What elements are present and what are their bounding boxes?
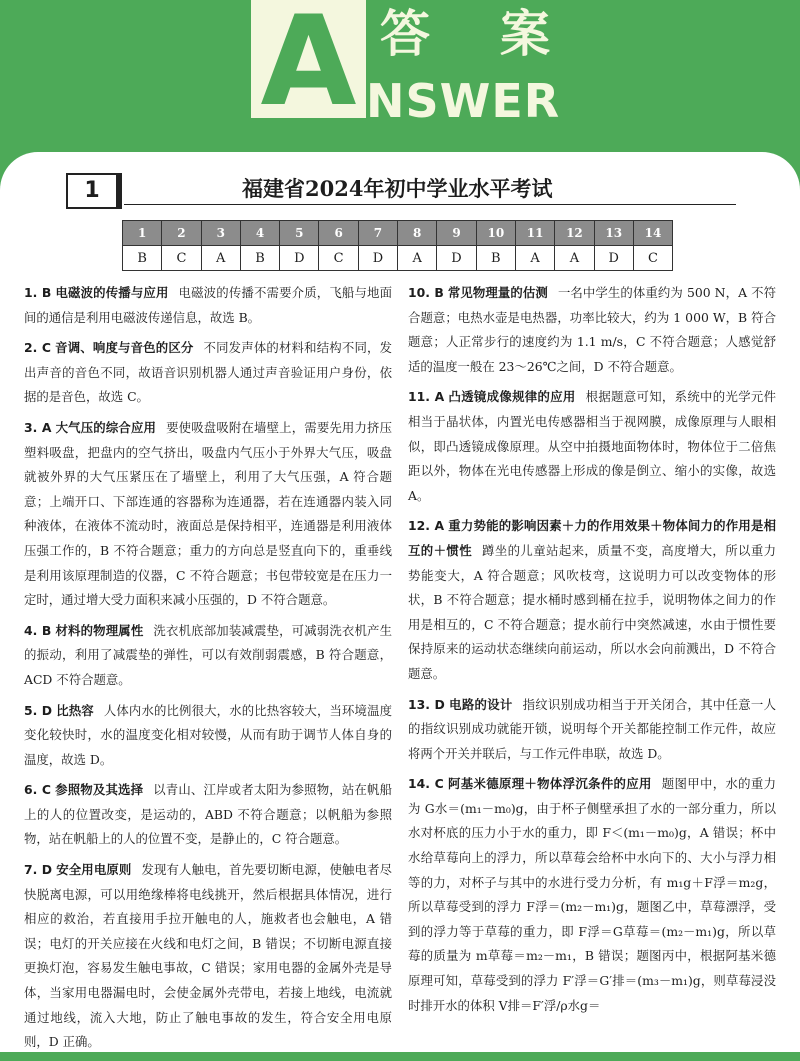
solution-topic: 凸透镜成像规律的应用 bbox=[448, 389, 576, 405]
answer-table-number-cell: 8 bbox=[398, 221, 437, 246]
solution-topic: 电路的设计 bbox=[448, 696, 513, 712]
answer-table-answer-cell: C bbox=[162, 246, 201, 271]
solution-item bbox=[24, 699, 392, 773]
answer-logo-box bbox=[251, 0, 366, 134]
solution-topic: 常见物理量的估测 bbox=[447, 285, 548, 300]
answer-table-answer-cell: D bbox=[437, 246, 476, 271]
answer-table-answer-cell: A bbox=[555, 246, 594, 271]
paper-title: 福建省2024年初中学业水平考试 bbox=[242, 176, 553, 201]
solution-explanation: 不同发声体的材料和结构不同，发出声音的音色不同，故语音识别机器人通过声音验证用户身份，依据的是音色，故选 C。 bbox=[24, 340, 393, 405]
solution-topic: 材料的物理属性 bbox=[55, 622, 144, 638]
answer-key-table bbox=[122, 220, 673, 271]
answer-table-answer-cell: B bbox=[240, 246, 279, 271]
answer-table-answer-cell: D bbox=[594, 246, 633, 271]
solution-topic: 大气压的综合应用 bbox=[55, 419, 157, 435]
solution-answer-number: 7. D bbox=[24, 862, 53, 878]
logo-english-title: NSWER bbox=[366, 74, 561, 128]
solution-answer-number: 14. C bbox=[408, 776, 444, 792]
answer-table-answer-cell: A bbox=[398, 246, 437, 271]
solution-item bbox=[24, 336, 392, 410]
solution-topic: 安全用电原则 bbox=[56, 862, 132, 878]
answer-table-number-cell: 5 bbox=[280, 221, 319, 246]
solution-topic: 比热容 bbox=[56, 702, 94, 718]
solution-item bbox=[24, 619, 392, 693]
solution-item bbox=[408, 281, 776, 379]
solutions-left-column bbox=[24, 281, 392, 1061]
solution-explanation: 洗衣机底部加装减震垫，可减弱洗衣机产生的振动，利用了减震垫的弹性，可以有效削弱震感，B 符合题意，ACD 不符合题意。 bbox=[24, 622, 393, 687]
solution-topic: 电磁波的传播与应用 bbox=[55, 285, 169, 300]
solution-answer-number: 2. C bbox=[24, 340, 51, 356]
solution-item bbox=[408, 693, 776, 767]
solution-item bbox=[408, 514, 776, 686]
answer-table-number-cell: 7 bbox=[358, 221, 397, 246]
answer-table-number-cell: 1 bbox=[123, 221, 162, 246]
logo-chinese-title: 答案 bbox=[380, 5, 620, 63]
solution-answer-number: 12. A bbox=[408, 518, 445, 534]
answer-table-answer-cell: B bbox=[123, 246, 162, 271]
solution-item bbox=[24, 281, 392, 330]
solution-explanation: 要使吸盘吸附在墙壁上，需要先用力挤压塑料吸盘，把盘内的空气挤出，吸盘内气压小于外界大气压，吸盘就被外界的大气压紧压在了墙壁上，利用了大气压强，A 符合题意；上端开口、下部连通的容器称为连通器，若在连通器内装入同种液体，在液体不流动时，液面总是保持相平，连通器是利用液体压强工作的，B 不符合题意；重力的方向总是竖直向下的，重垂线是利用该原理制造的仪器，C 不符合题意；书包带较宽是在压力一定时，通过增大受力面积来减小压强的，D 不符合题意。 bbox=[24, 419, 393, 608]
solution-item bbox=[408, 385, 776, 508]
answer-table-number-cell: 12 bbox=[555, 221, 594, 246]
solution-topic: 音调、响度与音色的区分 bbox=[54, 340, 194, 356]
solution-explanation: 电磁波的传播不需要介质，飞船与地面间的通信是利用电磁波传递信息，故选 B。 bbox=[24, 285, 393, 325]
solution-item bbox=[24, 416, 392, 613]
answer-table-answer-cell: A bbox=[515, 246, 554, 271]
solution-answer-number: 3. A bbox=[24, 419, 52, 435]
paper-number: 1 bbox=[66, 173, 118, 209]
solution-explanation: 根据题意可知，系统中的光学元件相当于晶状体，内置光电传感器相当于视网膜，成像原理与人眼相似，即凸透镜成像原理。从空中拍摄地面物体时，物体位于二倍焦距以外，物体在光电传感器上形成的像是倒立、缩小的实像，故选 A。 bbox=[408, 389, 777, 503]
solution-explanation: 一名中学生的体重约为 500 N，A 不符合题意；电热水壶是电热器，功率比较大，约为 1 000 W，B 符合题意；人正常步行的速度约为 1.1 m/s，C 不符合题意；人感觉舒适的温度一般在 23～26℃之间，D 不符合题意。 bbox=[408, 285, 777, 374]
solution-item bbox=[24, 778, 392, 852]
answer-table-answer-cell: C bbox=[633, 246, 672, 271]
answer-table-answer-cell: C bbox=[319, 246, 358, 271]
answer-table-answer-cell: D bbox=[358, 246, 397, 271]
solution-explanation: 以青山、江岸或者太阳为参照物，站在帆船上的人的位置改变，是运动的，ABD 不符合题意；以帆船为参照物，站在帆船上的人的位置不变，是静止的，C 符合题意。 bbox=[24, 782, 393, 847]
solution-answer-number: 13. D bbox=[408, 696, 445, 712]
answer-table-number-cell: 14 bbox=[633, 221, 672, 246]
answer-table-answer-cell: B bbox=[476, 246, 515, 271]
answer-table-number-cell: 4 bbox=[240, 221, 279, 246]
answer-table-header-row bbox=[123, 221, 673, 246]
solution-item bbox=[24, 858, 392, 1055]
answer-table-answer-row bbox=[123, 246, 673, 271]
solution-answer-number: 6. C bbox=[24, 782, 51, 798]
solution-explanation: 发现有人触电，首先要切断电源，使触电者尽快脱离电源，可以用绝缘棒将电线挑开，然后根据具体情况，进行相应的救治，若直接用手拉开触电的人，施救者也会触电，A 错误；电灯的开关应接在火线和电灯之间，B 错误；不切断电源直接更换灯泡，容易发生触电事故，C 错误；家用电器的金属外壳是导体，当家用电器漏电时，会使金属外壳带电，若接上地线，电流就通过地线，流入大地，防止了触电事故的发生，符合安全用电原则，D 正确。 bbox=[24, 862, 392, 1050]
answer-table-number-cell: 6 bbox=[319, 221, 358, 246]
answer-table-number-cell: 11 bbox=[515, 221, 554, 246]
answer-table-number-cell: 10 bbox=[476, 221, 515, 246]
answer-table-number-cell: 13 bbox=[594, 221, 633, 246]
solution-explanation: 指纹识别成功相当于开关闭合，其中任意一人的指纹识别成功就能开锁，说明每个开关都能控制工作元件，故应将两个开关并联后，与工作元件串联，故选 D。 bbox=[408, 696, 777, 761]
answer-table-number-cell: 9 bbox=[437, 221, 476, 246]
answer-header bbox=[0, 0, 800, 150]
answer-table-answer-cell: D bbox=[280, 246, 319, 271]
solutions-right-column bbox=[408, 281, 776, 1024]
solution-answer-number: 1. B bbox=[24, 285, 52, 300]
solution-answer-number: 11. A bbox=[408, 389, 445, 405]
solution-answer-number: 10. B bbox=[408, 285, 444, 300]
solution-answer-number: 4. B bbox=[24, 622, 52, 638]
answer-table-answer-cell: A bbox=[201, 246, 240, 271]
solution-explanation: 人体内水的比例很大，水的比热容较大，当环境温度变化较快时，水的温度变化相对较慢，从而有助于调节人体自身的温度，故选 D。 bbox=[24, 702, 393, 767]
solution-explanation: 题图甲中，水的重力为 G水＝(m₁－m₀)g，由于杯子侧壁承担了水的一部分重力，所以水对杯底的压力小于水的重力，即 F＜(m₁－m₀)g，A 错误；杯中水给草莓向上的浮力，所以草莓会给杯中水向下的、大小与浮力相等的力，对杯子与其中的水进行受力分析，有 m₁g＋F浮＝m₂g，所以草莓受到的浮力 F浮＝(m₂－m₁)g，题图乙中，草莓漂浮，受到的浮力等于草莓的重力，即 F浮＝G草莓＝(m₂－m₁)g，所以草莓的质量为 m草莓＝m₂－m₁，B 错误；题图丙中，根据阿基米德原理可知，草莓受到的浮力 F′浮＝G′排＝(m₃－m₁)g，则草莓浸没时排开水的体积 V排＝F′浮/ρ水g＝ bbox=[408, 776, 777, 1013]
solution-explanation: 蹲坐的儿童站起来，质量不变，高度增大，所以重力势能变大，A 符合题意；风吹枝弯，这说明力可以改变物体的形状，B 不符合题意；提水桶时感到桶在拉手，说明物体之间力的作用是相互的，C 不符合题意；提水前行中突然减速，水由于惯性要保持原来的运动状态继续向前运动，所以水会向前溅出，D 不符合题意。 bbox=[408, 542, 777, 681]
logo-letter: A bbox=[260, 0, 357, 134]
solution-topic: 参照物及其选择 bbox=[54, 782, 144, 798]
paper-title-row bbox=[66, 173, 736, 207]
solution-topic: 重力势能的影响因素＋力的作用效果＋物体间力的作用是相互的＋惯性 bbox=[408, 518, 776, 558]
answer-table-number-cell: 3 bbox=[201, 221, 240, 246]
solution-item bbox=[408, 772, 776, 1018]
title-underline bbox=[124, 204, 736, 205]
answer-table-number-cell: 2 bbox=[162, 221, 201, 246]
solution-topic: 阿基米德原理＋物体浮沉条件的应用 bbox=[447, 776, 652, 792]
solution-answer-number: 5. D bbox=[24, 702, 53, 718]
